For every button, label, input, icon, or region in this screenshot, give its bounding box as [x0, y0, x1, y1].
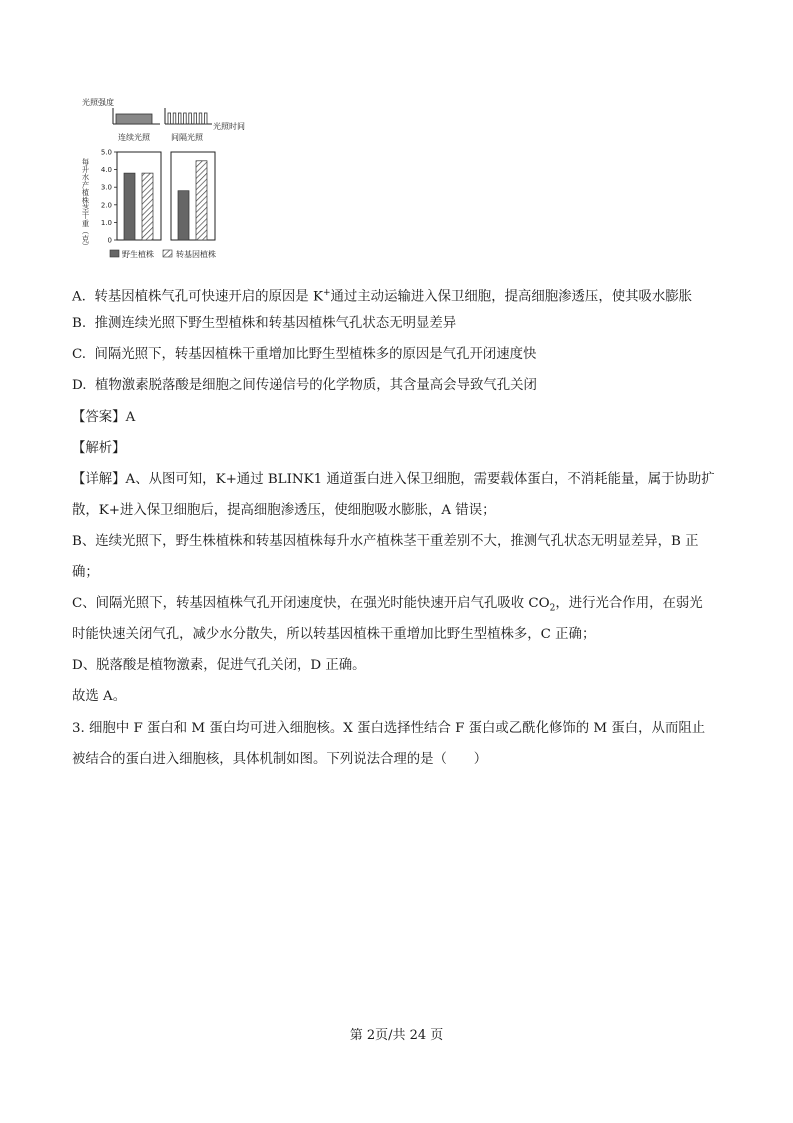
light-pulse: [189, 113, 192, 124]
y-tick-label: 0: [107, 236, 112, 245]
question-3-line: 被结合的蛋白进入细胞核，具体机制如图。下列说法合理的是（ ）: [72, 752, 488, 767]
option-letter: B.: [72, 316, 87, 331]
detail-line: D、脱落酸是植物激素，促进气孔关闭，D 正确。: [72, 658, 366, 673]
option-letter: D.: [72, 378, 87, 393]
bar-wild-intermittent: [178, 191, 189, 240]
intermittent-label: 间隔光照: [171, 133, 203, 142]
light-pulse: [178, 113, 181, 124]
option-c: [72, 345, 725, 365]
option-text: 推测连续光照下野生型植株和转基因植株气孔状态无明显差异: [94, 316, 457, 331]
continuous-light-block: [116, 114, 152, 124]
answer-label: 【答案】: [72, 410, 126, 425]
light-pulse: [168, 113, 171, 124]
detail-line: 故选 A。: [72, 689, 127, 704]
legend-swatch-wild: [110, 250, 119, 257]
page-footer: 第 2页/共 24 页: [349, 1028, 444, 1043]
option-text: 转基因植株气孔可快速开启的原因是 K: [94, 289, 323, 305]
light-time-label: 光照时间: [213, 122, 245, 131]
option-d: [72, 376, 725, 396]
light-pulse: [194, 113, 197, 124]
superscript: +: [322, 288, 331, 298]
bars: [124, 161, 207, 240]
y-tick-label: 5.0: [100, 148, 112, 157]
panel-intermittent: [171, 152, 215, 240]
bar-transgenic-intermittent: [196, 161, 207, 240]
option-text: 通过主动运输进入保卫细胞，提高细胞渗透压，使其吸水膨胀: [330, 289, 693, 305]
option-letter: A.: [72, 289, 86, 305]
intermittent-light-pulses: [168, 113, 207, 124]
light-pulse: [204, 113, 207, 124]
y-tick-label: 2.0: [100, 201, 112, 210]
option-a: [72, 283, 725, 307]
legend-wild: 野生植株: [122, 250, 154, 259]
option-text: 间隔光照下，转基因植株干重增加比野生型植株多的原因是气孔开闭速度快: [94, 347, 537, 362]
option-b: [72, 314, 725, 334]
analysis-label: 【解析】: [72, 441, 126, 456]
detail-text: ，进行光合作用，在弱光: [555, 596, 703, 611]
light-pulse: [184, 113, 187, 124]
detail-line: 时能快速关闭气孔，减少水分散失，所以转基因植株干重增加比野生型植株多，C 正确；: [72, 627, 596, 642]
chart-svg: [80, 96, 320, 268]
y-ticks: [101, 149, 117, 245]
detail-line: B、连续光照下，野生株植株和转基因植株每升水产植株茎干重差别不大，推测气孔状态无明显差异，B 正: [72, 534, 699, 549]
answer-value: A: [125, 410, 136, 425]
light-pulse: [199, 113, 202, 124]
detail-line: 【详解】A、从图可知，K+通过 BLINK1 通道蛋白进入保卫细胞，需要载体蛋白，不消耗能量，属于协助扩: [72, 472, 715, 487]
y-tick-label: 4.0: [100, 166, 112, 175]
detail-line: 确；: [72, 565, 99, 580]
legend-swatch-transgenic: [163, 250, 172, 257]
question-3-line: 3. 细胞中 F 蛋白和 M 蛋白均可进入细胞核。X 蛋白选择性结合 F 蛋白或乙酰化修饰的 M 蛋白，从而阻止: [72, 721, 706, 736]
bar-chart-figure: [80, 96, 320, 268]
y-tick-label: 3.0: [100, 183, 112, 192]
answer-line: [72, 408, 725, 428]
y-axis-label: 每升水产植株茎干重（克）: [81, 158, 91, 251]
continuous-label: 连续光照: [118, 133, 150, 142]
detail-line: [72, 594, 725, 619]
light-intensity-label: 光照强度: [82, 98, 114, 107]
bar-wild-continuous: [124, 173, 135, 240]
option-letter: C.: [72, 347, 87, 362]
light-pulse: [173, 113, 176, 124]
panel-continuous: [117, 152, 161, 240]
y-tick-label: 1.0: [100, 218, 112, 227]
option-text: 植物激素脱落酸是细胞之间传递信号的化学物质，其含量高会导致气孔关闭: [95, 378, 537, 393]
legend-transgenic: 转基因植株: [176, 250, 216, 259]
bar-transgenic-continuous: [142, 173, 153, 240]
detail-line: 散，K+进入保卫细胞后，提高细胞渗透压，使细胞吸水膨胀，A 错误；: [72, 503, 496, 518]
subscript: 2: [549, 603, 556, 614]
detail-text: C、间隔光照下，转基因植株气孔开闭速度快，在强光时能快速开启气孔吸收 CO: [72, 596, 550, 611]
